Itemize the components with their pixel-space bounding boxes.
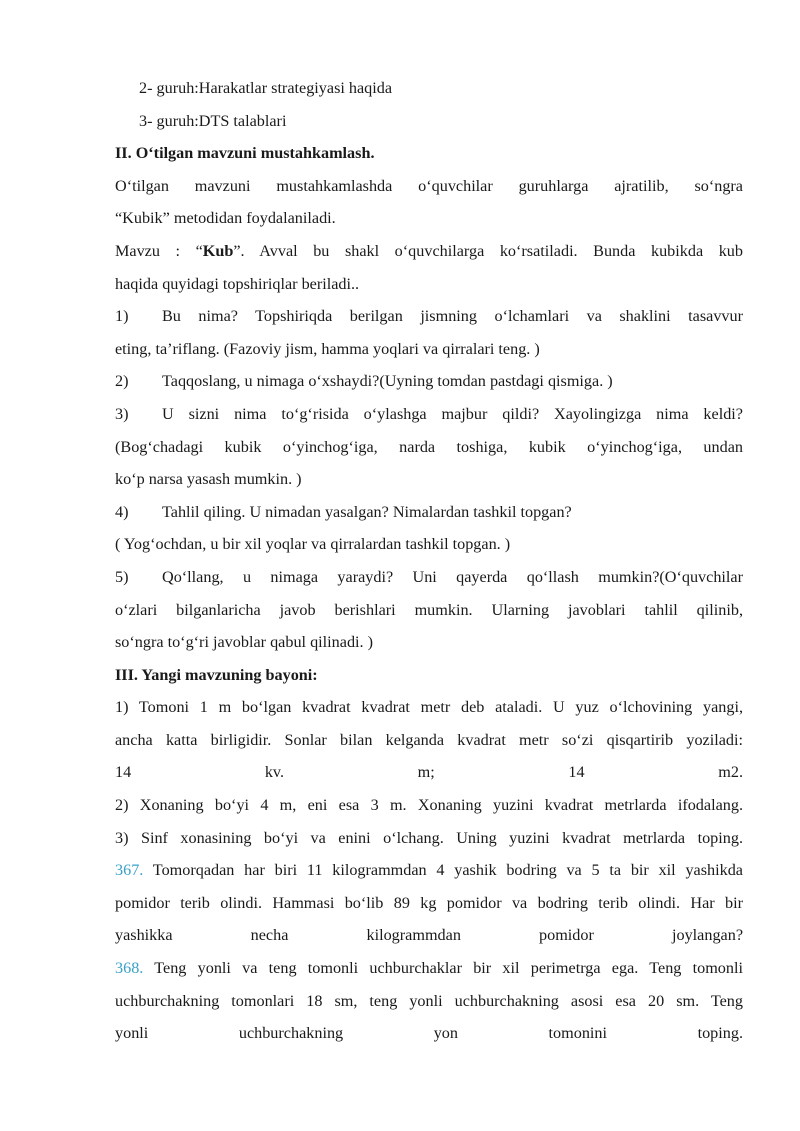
item-text: U sizni nima to‘g‘risida o‘ylashga majbur qildi? Xayolingizga nima keldi? — [162, 404, 743, 423]
section-3-item-1-line-1: 1) Tomoni 1 m bo‘lgan kvadrat kvadrat metr deb ataladi. U yuz o‘lchovining yangi, — [115, 698, 743, 717]
item-4-line-1 — [115, 496, 743, 529]
item-1-line-2: eting, ta’riflang. (Fazoviy jism, hamma yoqlari va qirralari teng. ) — [115, 339, 540, 358]
section-3-item-1-line-3: 14 kv. m; 14 m2. — [115, 763, 743, 782]
section-3-item-3: 3) Sinf xonasining bo‘yi va enini o‘lchang. Uning yuzini kvadrat metrlarda toping. — [115, 828, 743, 847]
item-4-line-2: ( Yog‘ochdan, u bir xil yoqlar va qirralardan tashkil topgan. ) — [115, 535, 511, 554]
item-number: 3) — [115, 404, 129, 423]
task-text: Teng yonli va teng tomonli uchburchaklar bir xil perimetrga ega. Teng tomonli — [143, 959, 743, 978]
task-367-line-3: yashikka necha kilogrammdan pomidor joylangan? — [115, 926, 743, 945]
section-3-item-1-line-2: ancha katta birligidir. Sonlar bilan kelganda kvadrat metr so‘zi qisqartirib yoziladi: — [115, 730, 743, 749]
item-5-line-1 — [115, 561, 743, 594]
topic-suffix: ”. Avval bu shakl o‘quvchilarga ko‘rsatiladi. Bunda kubikda kub — [233, 241, 743, 260]
item-number: 1) — [115, 307, 129, 326]
task-367-line-1 — [115, 854, 743, 887]
item-5-line-3: so‘ngra to‘g‘ri javoblar qabul qilinadi. ) — [115, 633, 374, 652]
task-368-line-1 — [115, 952, 743, 985]
item-3-line-1 — [115, 398, 743, 431]
item-3-line-3: ko‘p narsa yasash mumkin. ) — [115, 470, 302, 489]
item-text: Bu nima? Topshiriqda berilgan jismning o‘lchamlari va shaklini tasavvur — [162, 307, 743, 326]
item-text: Taqqoslang, u nimaga o‘xshaydi?(Uyning tomdan pastdagi qismiga. ) — [162, 372, 613, 391]
task-367-line-2: pomidor terib olindi. Hammasi bo‘lib 89 kg pomidor va bodring terib olindi. Har bir — [115, 893, 743, 912]
task-number-368: 368. — [115, 959, 144, 978]
item-3-line-2: (Bog‘chadagi kubik o‘yinchog‘iga, narda toshiga, kubik o‘yinchog‘iga, undan — [115, 437, 743, 456]
section-2-para-1-line-2: “Kubik” metodidan foydalaniladi. — [115, 209, 336, 228]
section-2-para-2-line-2: haqida quyidagi topshiriqlar beriladi.. — [115, 274, 360, 293]
topic-name: Kub — [202, 241, 234, 260]
item-text: Qo‘llang, u nimaga yaraydi? Uni qayerda qo‘llash mumkin?(O‘quvchilar — [162, 567, 743, 586]
group-2-line: 2- guruh:Harakatlar strategiyasi haqida — [139, 79, 393, 97]
item-number: 5) — [115, 567, 129, 586]
group-3-line: 3- guruh:DTS talablari — [139, 111, 287, 130]
task-368-line-3: yonli uchburchakning yon tomonini toping. — [115, 1024, 743, 1043]
section-3-item-2: 2) Xonaning bo‘yi 4 m, eni esa 3 m. Xonaning yuzini kvadrat metrlarda ifodalang. — [115, 796, 743, 815]
document-page — [115, 72, 743, 1050]
task-number-367: 367. — [115, 861, 144, 880]
section-2-para-2-line-1 — [115, 235, 743, 268]
task-368-line-2: uchburchakning tomonlari 18 sm, teng yonli uchburchakning asosi esa 20 sm. Teng — [115, 991, 743, 1010]
item-text: Tahlil qiling. U nimadan yasalgan? Nimalardan tashkil topgan? — [162, 502, 572, 521]
section-3-heading: III. Yangi mavzuning bayoni: — [115, 665, 318, 684]
item-2-line-1 — [115, 365, 743, 398]
item-1-line-1 — [115, 300, 743, 333]
section-2-heading: II. O‘tilgan mavzuni mustahkamlash. — [115, 144, 375, 163]
topic-prefix: Mavzu : “ — [115, 241, 203, 260]
section-2-para-1-line-1: O‘tilgan mavzuni mustahkamlashda o‘quvchilar guruhlarga ajratilib, so‘ngra — [115, 176, 743, 195]
item-number: 2) — [115, 372, 129, 391]
item-5-line-2: o‘zlari bilganlaricha javob berishlari mumkin. Ularning javoblari tahlil qilinib, — [115, 600, 743, 619]
item-number: 4) — [115, 502, 129, 521]
task-text: Tomorqadan har biri 11 kilogrammdan 4 yashik bodring va 5 ta bir xil yashikda — [143, 861, 743, 880]
